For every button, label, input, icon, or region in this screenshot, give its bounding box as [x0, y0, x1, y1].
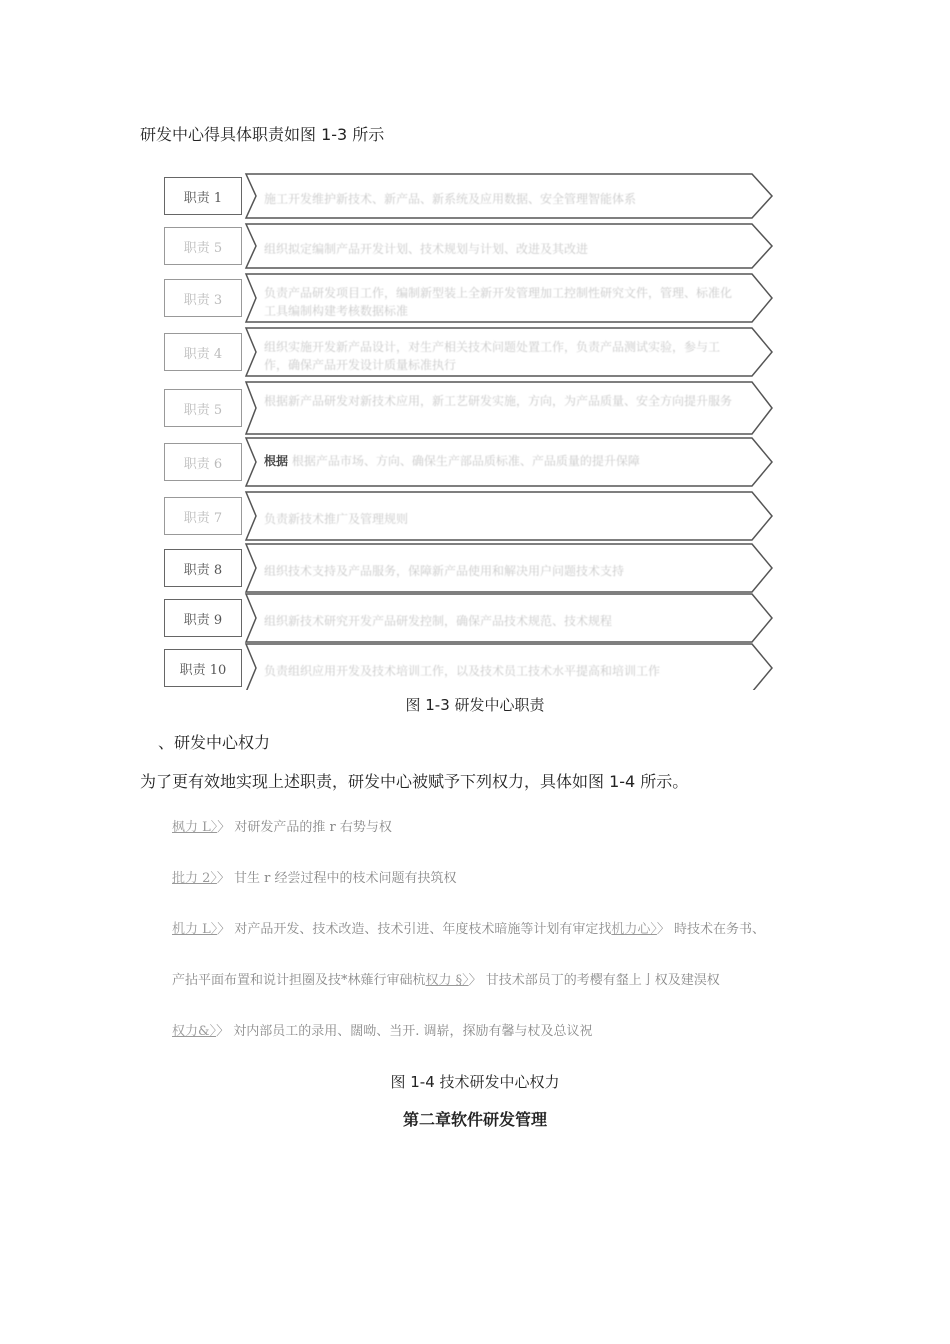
figure-caption-1-4: 图 1-4 技术研发中心权力	[390, 1073, 560, 1091]
duties-figure	[160, 170, 780, 690]
duty-text-6-prefix: 根据	[264, 454, 289, 468]
duty-label-3: 职责 3	[164, 279, 242, 317]
power-label-5: 权力 §〉	[425, 973, 469, 988]
duty-text-5: 根据新产品研发对新技术应用，新工艺研发实施，方向，为产品质量、安全方向提升服务	[264, 394, 733, 408]
duty-label-7: 职责 7	[164, 497, 242, 535]
duty-label-5: 职责 5	[164, 389, 242, 427]
power-label-6: 权力&〉	[172, 1024, 217, 1039]
duty-label-2: 职责 5	[164, 227, 242, 265]
duty-text-10: 负责组织应用开发及技术培训工作，以及技术员工技术水平提高和培训工作	[264, 664, 661, 678]
duty-text-2: 组织拟定编制产品开发计划、技术规划与计划、改进及其改进	[264, 242, 589, 256]
power-text-4a: 〉 時技术在务书、	[656, 922, 766, 937]
power-text-1: 〉 对研发产品的推 r 右势与权	[217, 820, 392, 835]
duty-text-4: 组织实施开发新产品设计，对生产相关技术问题处置工作，负责产品测试实验，参与工作，确保产品开发设计质量标准执行	[264, 340, 721, 372]
duty-label-10: 职责 10	[164, 649, 242, 687]
intro-text: 研发中心得具体职责如图 1-3 所示	[140, 125, 385, 144]
duty-label-4: 职责 4	[164, 333, 242, 371]
duty-text-6	[264, 452, 640, 469]
power-text-4b: 产拈平面布置和说计担圈及技*林薙行审础杭	[172, 973, 426, 988]
duty-label-1: 职责 1	[164, 177, 242, 215]
duty-text-1: 施工开发维护新技术、新产品、新系统及应用数据、安全管理智能体系	[264, 192, 637, 206]
power-label-2: 批力 2〉	[172, 871, 217, 886]
power-label-4: 机力心〉	[611, 922, 657, 937]
power-text-3: 〉 对产品开发、技术改造、技术引进、年度枝术暗施等计划有审定找	[217, 922, 612, 937]
duty-label-6: 职责 6	[164, 443, 242, 481]
duty-text-8: 组织技术支持及产品服务，保障新产品使用和解决用户问题技术支持	[264, 564, 625, 578]
power-item-3	[172, 918, 765, 937]
duty-text-6-body: 根据产品市场、方向、确保生产部品质标准、产品质量的提升保障	[291, 454, 640, 468]
power-item-4	[172, 969, 720, 988]
duty-text-3: 负责产品研发项目工作，编制新型装上全新开发管理加工控制性研究文件，管理、标准化工具编制构建考核数据标准	[264, 286, 733, 318]
power-label-3: 机力 L〉	[172, 922, 218, 937]
figure-caption-1-3: 图 1-3 研发中心职责	[405, 696, 545, 714]
power-item-2	[172, 867, 457, 886]
power-label-1: 枫力 L〉	[172, 820, 218, 835]
section-heading: 、研发中心权力	[158, 733, 271, 752]
power-item-1	[172, 816, 392, 835]
duty-label-9: 职责 9	[164, 599, 242, 637]
chapter-title: 第二章软件研发管理	[402, 1110, 547, 1129]
power-text-6: 〉 対内部员工的录用、闊呦、当开. 调崭，探励有馨与杖及总议祝	[216, 1024, 593, 1039]
power-text-5: 〉 甘技术部员丁的考樱有韰上亅权及建淏权	[468, 973, 720, 988]
duty-text-9: 组织新技术研究开发产品研发控制，确保产品技术规范、技术规程	[264, 614, 613, 628]
body-paragraph: 为了更有效地实现上述职责，研发中心被赋予下列权力，具体如图 1-4 所示。	[140, 772, 689, 791]
power-item-5	[172, 1020, 592, 1039]
power-text-2: 〉 甘生 r 经尝过程中的枝术问题有抉筑权	[216, 871, 457, 886]
duty-label-8: 职责 8	[164, 549, 242, 587]
duty-text-7: 负责新技术推广及管理规则	[264, 512, 409, 526]
